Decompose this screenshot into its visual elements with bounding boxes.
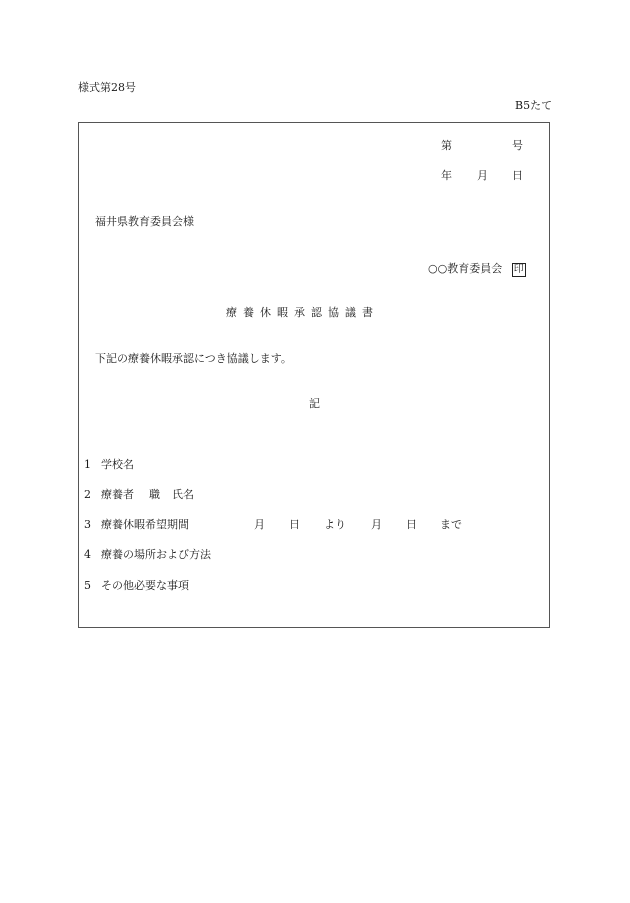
ki-mark: 記: [309, 397, 320, 410]
item-3-month1: 月: [254, 518, 265, 531]
document-title: 療養休暇承認協議書: [226, 306, 379, 319]
item-5-label: その他必要な事項: [101, 579, 189, 592]
item-4-num: 4: [84, 548, 91, 561]
item-2-name: 氏名: [172, 488, 194, 501]
item-3-month2: 月: [371, 518, 382, 531]
item-1-num: 1: [84, 458, 91, 471]
sender-line: [428, 262, 526, 277]
date-day: 日: [512, 169, 523, 182]
item-3-num: 3: [84, 518, 91, 531]
sender: ○○教育委員会: [428, 262, 503, 275]
item-2-num: 2: [84, 488, 91, 501]
item-3-label: 療養休暇希望期間: [101, 518, 189, 531]
item-2-position: 職: [149, 488, 160, 501]
seal-mark: 印: [513, 264, 524, 275]
item-1-label: 学校名: [101, 458, 134, 471]
date-month: 月: [477, 169, 488, 182]
item-3-from: より: [324, 518, 346, 531]
item-3-day1: 日: [289, 518, 300, 531]
item-3-day2: 日: [406, 518, 417, 531]
item-2-label: 療養者: [101, 488, 134, 501]
item-5-num: 5: [84, 579, 91, 592]
doc-number-prefix: 第: [441, 139, 452, 152]
paper-size: B5たて: [515, 99, 553, 112]
doc-number-suffix: 号: [512, 139, 523, 152]
date-year: 年: [441, 169, 452, 182]
form-number: 様式第28号: [78, 81, 136, 94]
body-text: 下記の療養休暇承認につき協議します。: [95, 352, 292, 365]
addressee: 福井県教育委員会様: [95, 215, 194, 228]
item-4-label: 療養の場所および方法: [101, 548, 211, 561]
item-3-until: まで: [440, 518, 462, 531]
